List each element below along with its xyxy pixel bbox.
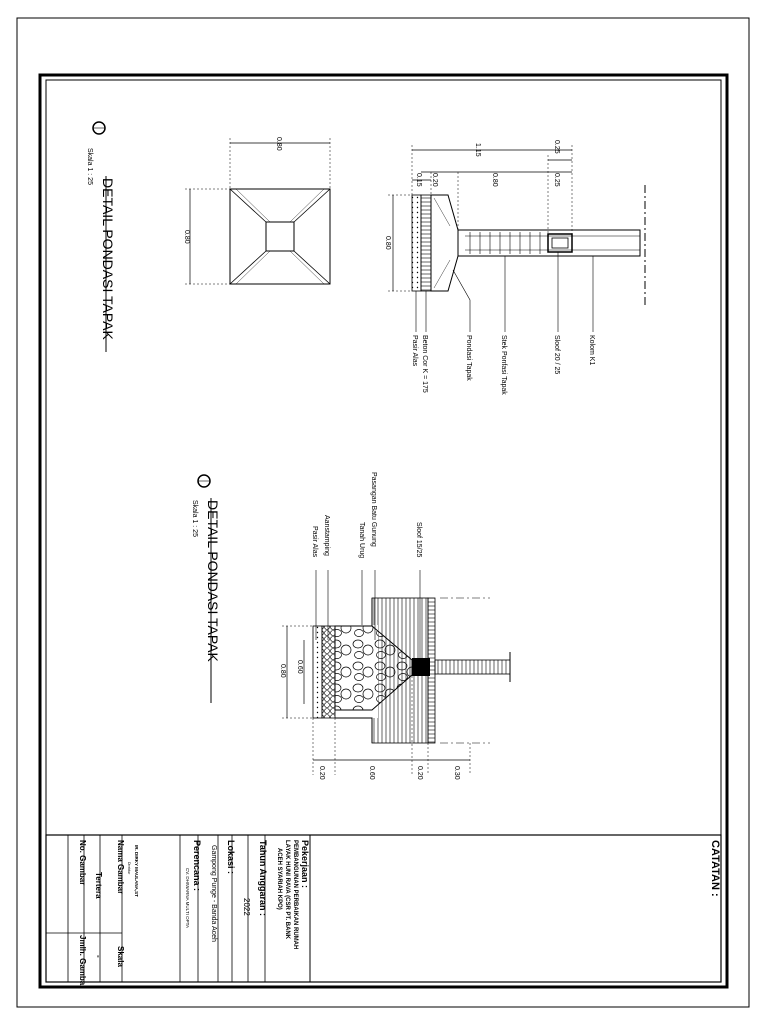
sec-dim-080: 0.80	[491, 173, 498, 187]
dim-bottom-020b: 0.20	[416, 766, 423, 780]
label-batu-gunung: Pasangan Batu Gunung	[370, 472, 377, 547]
nama-gambar-label: Nama Gambar	[116, 840, 125, 895]
label-pasir: Pasir Alas	[411, 335, 418, 367]
pekerjaan-line-2: LAYAK HUNI RAVA (CSR PT. BANK	[284, 840, 290, 940]
detail-top-scale: Skala 1 : 25	[86, 148, 93, 185]
section-view-bottom	[279, 472, 510, 780]
plan-view-footing	[183, 137, 330, 284]
skala-value: -	[94, 955, 103, 958]
detail-bottom-title: DETAIL PONDASI TAPAK	[205, 500, 221, 662]
sec-dim-side: 0.80	[384, 236, 391, 250]
lokasi-label: Lokasi :	[226, 840, 236, 875]
label-stek: Stek Ponfasi Tapak	[500, 335, 507, 395]
skala-label: Skala	[116, 946, 125, 967]
sec-dim-015: 0.15	[415, 173, 422, 187]
label-aanstamping: Aanstamping	[323, 515, 330, 556]
detail-bottom-heading	[191, 475, 221, 703]
label-beton: Beton Cor K = 175	[421, 335, 428, 393]
dim-060: 0.60	[296, 660, 303, 674]
jml-gambar-label: Jmlh. Gambar	[78, 935, 87, 989]
dim-bottom-020a: 0.20	[318, 766, 325, 780]
tahun-anggaran-value: 2022	[242, 898, 251, 916]
detail-top-title: DETAIL PONDASI TAPAK	[100, 178, 116, 340]
title-block	[46, 835, 721, 988]
sec-dim-025a: 0.25	[553, 140, 560, 154]
nama-gambar-value: Tertera	[94, 872, 103, 899]
page-border-outer	[17, 18, 749, 1007]
perencana-value: CV. DHIWARNA MULTI OPTA	[185, 868, 190, 929]
lokasi-value: Gampong Punge - Banda Aceh	[210, 845, 217, 942]
label-tanah-urug: Tanah Urug	[358, 522, 365, 559]
label-kolom: Kolom K1	[588, 335, 595, 366]
label-pondasi: Pondasi Tapak	[465, 335, 472, 381]
sheet-frame	[40, 75, 727, 987]
dim-bottom-060: 0.60	[368, 766, 375, 780]
section-view-footing	[384, 140, 645, 395]
signer-role: Direktur	[127, 862, 131, 875]
label-sloof: Sloof 20 / 25	[553, 335, 560, 375]
pekerjaan-line-1: PEMBANGUNAN PERBAIKAN RUMAH	[292, 840, 298, 950]
sec-dim-115: 1.15	[474, 143, 481, 157]
sec-dim-020: 0.20	[431, 173, 438, 187]
pekerjaan-line-3: ACEH SYARIAH KPO)	[276, 848, 282, 910]
signer-name: IR. DIRKY MAULANA,ST	[134, 845, 139, 897]
perencana-label: Perencana :	[192, 840, 202, 892]
detail-bottom-scale: Skala 1 : 25	[191, 500, 198, 537]
label-pasir-alas: Pasir Alas	[311, 526, 318, 558]
catatan-label: CATATAN :	[709, 840, 721, 897]
tahun-anggaran-label: Tahun Anggaran :	[258, 840, 268, 916]
plan-dim-width: 0.80	[275, 137, 282, 151]
dim-bottom-030: 0.30	[453, 766, 460, 780]
label-sloof-15: Sloof 15/25	[415, 522, 422, 558]
pekerjaan-label: Pekerjaan :	[300, 840, 310, 889]
dim-080: 0.80	[279, 664, 286, 678]
sec-dim-025b: 0.25	[553, 173, 560, 187]
plan-dim-height: 0.80	[183, 230, 190, 244]
no-gambar-label: No. Gambar	[78, 840, 87, 886]
sheet-frame-inner	[46, 80, 721, 982]
detail-top-heading	[86, 122, 116, 352]
